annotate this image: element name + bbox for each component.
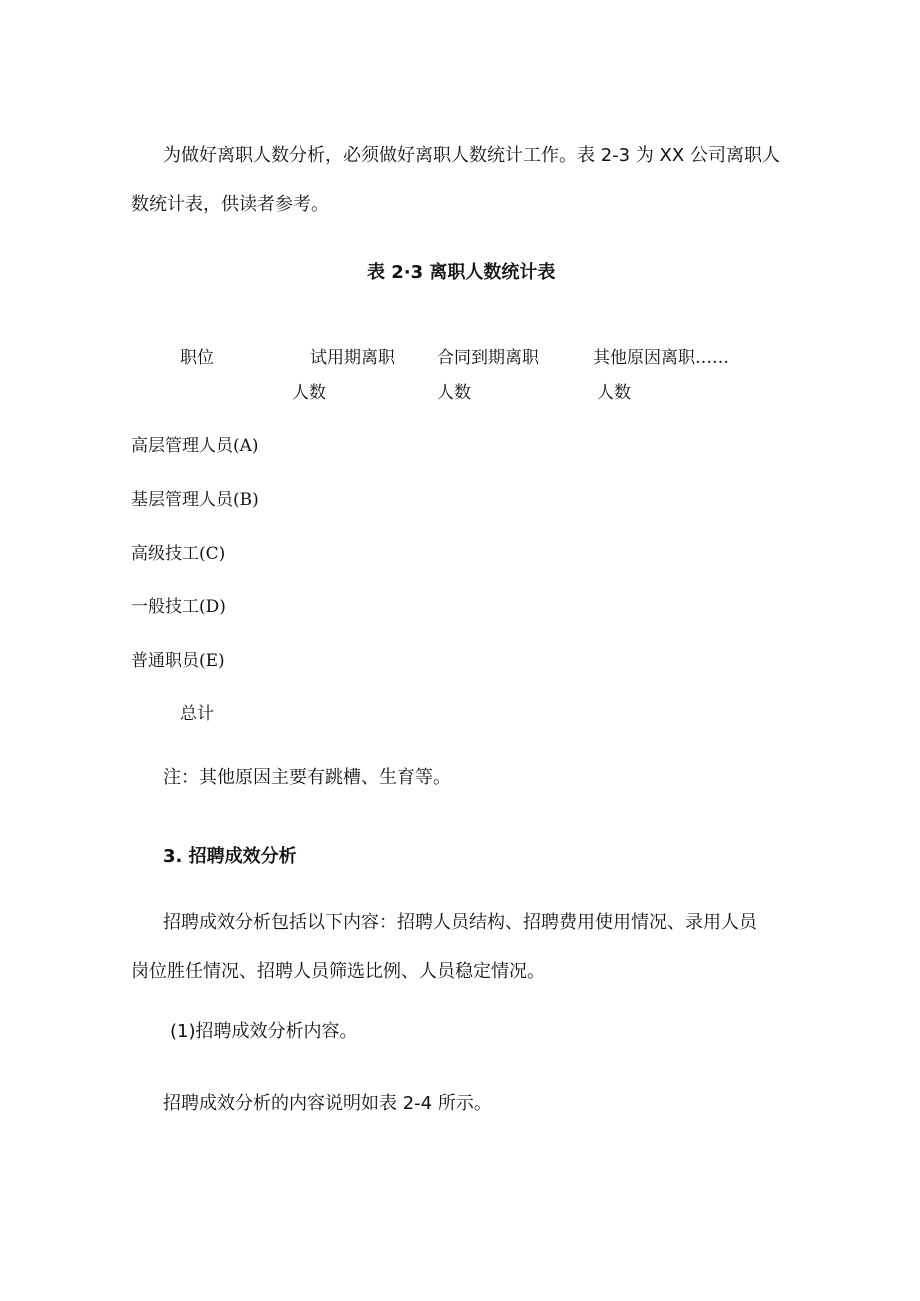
- table-note: 注：其他原因主要有跳槽、生育等。: [163, 767, 451, 788]
- intro-line-2: 数统计表，供读者参考。: [131, 194, 329, 215]
- table-caption: 表 2·3 离职人数统计表: [367, 262, 556, 283]
- table-row-label: 普通职员(E): [131, 651, 225, 671]
- section-paragraph-line-1: 招聘成效分析包括以下内容：招聘人员结构、招聘费用使用情况、录用人员: [163, 912, 757, 933]
- header-probation-line1: 试用期离职: [310, 348, 395, 368]
- intro-line-1: 为做好离职人数分析，必须做好离职人数统计工作。表 2-3 为 XX 公司离职人: [163, 145, 780, 166]
- table-row-label: 基层管理人员(B): [131, 490, 259, 510]
- header-probation-line2: 人数: [292, 383, 326, 403]
- table-row-label: 高级技工(C): [131, 544, 226, 564]
- table-row-label: 高层管理人员(A): [131, 436, 259, 456]
- section-heading: 3. 招聘成效分析: [163, 846, 297, 867]
- subsection-heading: (1)招聘成效分析内容。: [170, 1021, 358, 1042]
- header-other-line1: 其他原因离职……: [593, 348, 729, 368]
- table-row-label: 一般技工(D): [131, 597, 226, 617]
- header-position: 职位: [180, 348, 214, 368]
- section-paragraph-line-2: 岗位胜任情况、招聘人员筛选比例、人员稳定情况。: [131, 961, 545, 982]
- header-contract-line2: 人数: [437, 383, 471, 403]
- header-other-line2: 人数: [597, 383, 631, 403]
- closing-paragraph: 招聘成效分析的内容说明如表 2-4 所示。: [163, 1093, 492, 1114]
- header-contract-line1: 合同到期离职: [437, 348, 539, 368]
- table-total-label: 总计: [180, 704, 214, 724]
